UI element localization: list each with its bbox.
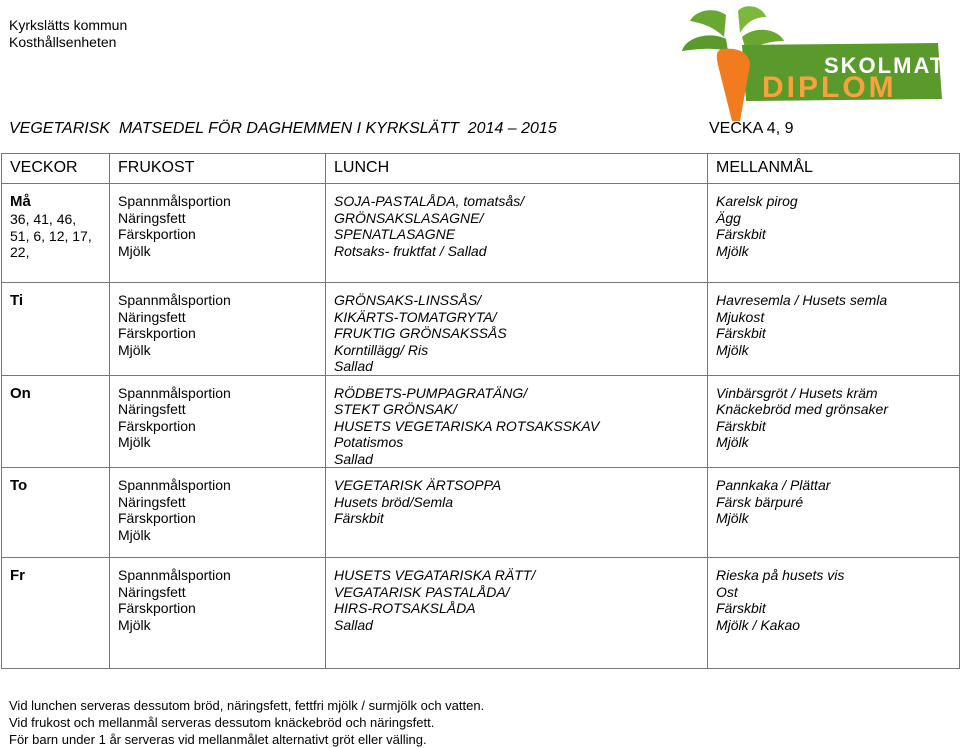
lunch-cell [326, 375, 708, 468]
menu-item: Rotsaks- fruktfat / Sallad [334, 242, 487, 259]
lunch-cell [326, 468, 708, 558]
snack-cell [708, 558, 960, 669]
menu-item: Husets bröd/Semla [334, 493, 454, 510]
footer-notes [9, 697, 484, 748]
organization-header [9, 17, 127, 51]
column-header-breakfast: FRUKOST [110, 154, 326, 184]
logo-leaf [738, 6, 766, 33]
day-row-monday [2, 184, 960, 283]
menu-item: Färskbit [716, 226, 766, 242]
day-cell [2, 375, 110, 468]
menu-item: Ägg [716, 209, 741, 226]
lunch-cell [326, 184, 708, 283]
menu-item: Mjölk [118, 242, 151, 259]
menu-item: Näringsfett [118, 493, 186, 510]
menu-item: Korntillägg/ Ris [334, 341, 429, 358]
menu-item: Färskbit [334, 510, 384, 526]
menu-item: Mjukost [716, 308, 765, 325]
menu-item: KIKÄRTS-TOMATGRYTA/ [334, 308, 497, 325]
menu-item: Mjölk [118, 434, 151, 450]
menu-table [1, 153, 960, 669]
menu-item: Näringsfett [118, 583, 186, 600]
menu-item: Färskportion [118, 226, 196, 242]
logo-leaf [682, 35, 728, 51]
menu-item: Färsk bärpuré [716, 493, 804, 510]
day-cell [2, 468, 110, 558]
menu-item: Havresemla / Husets semla [716, 292, 888, 308]
breakfast-cell [110, 468, 326, 558]
menu-item: Mjölk [118, 526, 151, 543]
menu-item: Färskportion [118, 510, 196, 526]
day-cell [2, 558, 110, 669]
menu-item: VEGETARISK ÄRTSOPPA [334, 477, 502, 493]
day-row-thursday [2, 468, 960, 558]
snack-cell [708, 184, 960, 283]
breakfast-cell [110, 558, 326, 669]
lunch-cell [326, 558, 708, 669]
day-name: Må [10, 193, 31, 210]
menu-item: RÖDBETS-PUMPAGRATÄNG/ [334, 384, 528, 401]
menu-item: Sallad [334, 616, 373, 633]
menu-item: Sallad [334, 358, 373, 374]
menu-item: Näringsfett [118, 209, 186, 226]
day-name: Ti [10, 292, 24, 309]
menu-item: Spannmålsportion [118, 477, 231, 493]
menu-item: Mjölk [716, 242, 749, 259]
week-label: VECKA 4, 9 [709, 120, 794, 137]
snack-cell [708, 375, 960, 468]
menu-item: Färskportion [118, 600, 196, 616]
menu-item: VEGATARISK PASTALÅDA/ [334, 583, 510, 600]
menu-item: Färskportion [118, 325, 196, 341]
breakfast-cell [110, 184, 326, 283]
menu-item: Färskportion [118, 417, 196, 434]
logo-leaf [690, 10, 726, 37]
menu-item: Karelsk pirog [716, 193, 798, 209]
day-cell [2, 184, 110, 283]
day-cell [2, 283, 110, 376]
menu-item: Mjölk [716, 341, 749, 358]
day-row-wednesday [2, 375, 960, 468]
menu-item: Näringsfett [118, 401, 186, 417]
lunch-cell [326, 283, 708, 376]
logo-carrot [717, 49, 750, 121]
logo-text-top: SKOLMAT [824, 53, 946, 78]
department-name: Kosthållsenheten [9, 34, 117, 50]
menu-item: GRÖNSAKS-LINSSÅS/ [334, 292, 482, 308]
menu-item: Färskbit [716, 325, 766, 341]
menu-item: Färskbit [716, 417, 766, 434]
menu-item: HUSETS VEGETARISKA ROTSAKSSKAV [334, 417, 600, 434]
menu-title: VEGETARISK MATSEDEL FÖR DAGHEMMEN I KYRKSLÄTT 2014 – 2015 [9, 120, 557, 137]
snack-cell [708, 468, 960, 558]
day-row-friday [2, 558, 960, 669]
menu-item: STEKT GRÖNSAK/ [334, 401, 457, 417]
column-header-lunch: LUNCH [326, 154, 708, 184]
snack-cell [708, 283, 960, 376]
menu-item: Knäckebröd med grönsaker [716, 401, 888, 417]
menu-item: SPENATLASAGNE [334, 226, 456, 242]
menu-item: HUSETS VEGATARISKA RÄTT/ [334, 567, 536, 583]
menu-item: Spannmålsportion [118, 384, 231, 401]
menu-item: Vinbärsgröt / Husets kräm [716, 384, 878, 401]
menu-item: Rieska på husets vis [716, 567, 845, 583]
menu-item: Spannmålsportion [118, 193, 231, 209]
menu-item: GRÖNSAKSLASAGNE/ [334, 209, 484, 226]
menu-item: Ost [716, 583, 738, 600]
note-line: Vid lunchen serveras dessutom bröd, näringsfett, fettfri mjölk / surmjölk och vatten. [9, 698, 485, 713]
municipality-name: Kyrkslätts kommun [9, 17, 128, 33]
skolmat-diplom-logo [666, 3, 958, 121]
column-header-snack: MELLANMÅL [708, 154, 960, 184]
menu-title-row [9, 119, 959, 138]
breakfast-cell [110, 283, 326, 376]
menu-item: Mjölk [716, 434, 749, 450]
breakfast-cell [110, 375, 326, 468]
day-name: To [10, 477, 28, 494]
menu-item: Potatismos [334, 434, 404, 450]
menu-item: SOJA-PASTALÅDA, tomatsås/ [334, 193, 525, 209]
menu-item: Färskbit [716, 600, 766, 616]
menu-item: Mjölk / Kakao [716, 616, 801, 633]
menu-header-row [2, 154, 960, 184]
menu-item: Sallad [334, 450, 373, 467]
note-line: Vid frukost och mellanmål serveras dessutom knäckebröd och näringsfett. [9, 715, 435, 730]
menu-item: FRUKTIG GRÖNSAKSSÅS [334, 325, 507, 341]
menu-item: Mjölk [118, 341, 151, 358]
day-name: On [10, 384, 31, 402]
day-name: Fr [10, 567, 25, 584]
menu-item: Spannmålsportion [118, 292, 231, 308]
menu-item: HIRS-ROTSAKSLÅDA [334, 600, 476, 616]
menu-item: Pannkaka / Plättar [716, 477, 831, 493]
week-numbers: 36, 41, 46, 51, 6, 12, 17, 22, [10, 211, 92, 260]
menu-item: Mjölk [118, 616, 151, 633]
menu-item: Spannmålsportion [118, 567, 231, 583]
note-line: För barn under 1 år serveras vid mellanmålet alternativt gröt eller välling. [9, 732, 427, 747]
day-row-tuesday [2, 283, 960, 376]
menu-item: Mjölk [716, 510, 749, 526]
column-header-weeks: VECKOR [2, 154, 110, 184]
menu-item: Näringsfett [118, 308, 186, 325]
logo-text-bottom: DIPLOM [762, 71, 897, 104]
